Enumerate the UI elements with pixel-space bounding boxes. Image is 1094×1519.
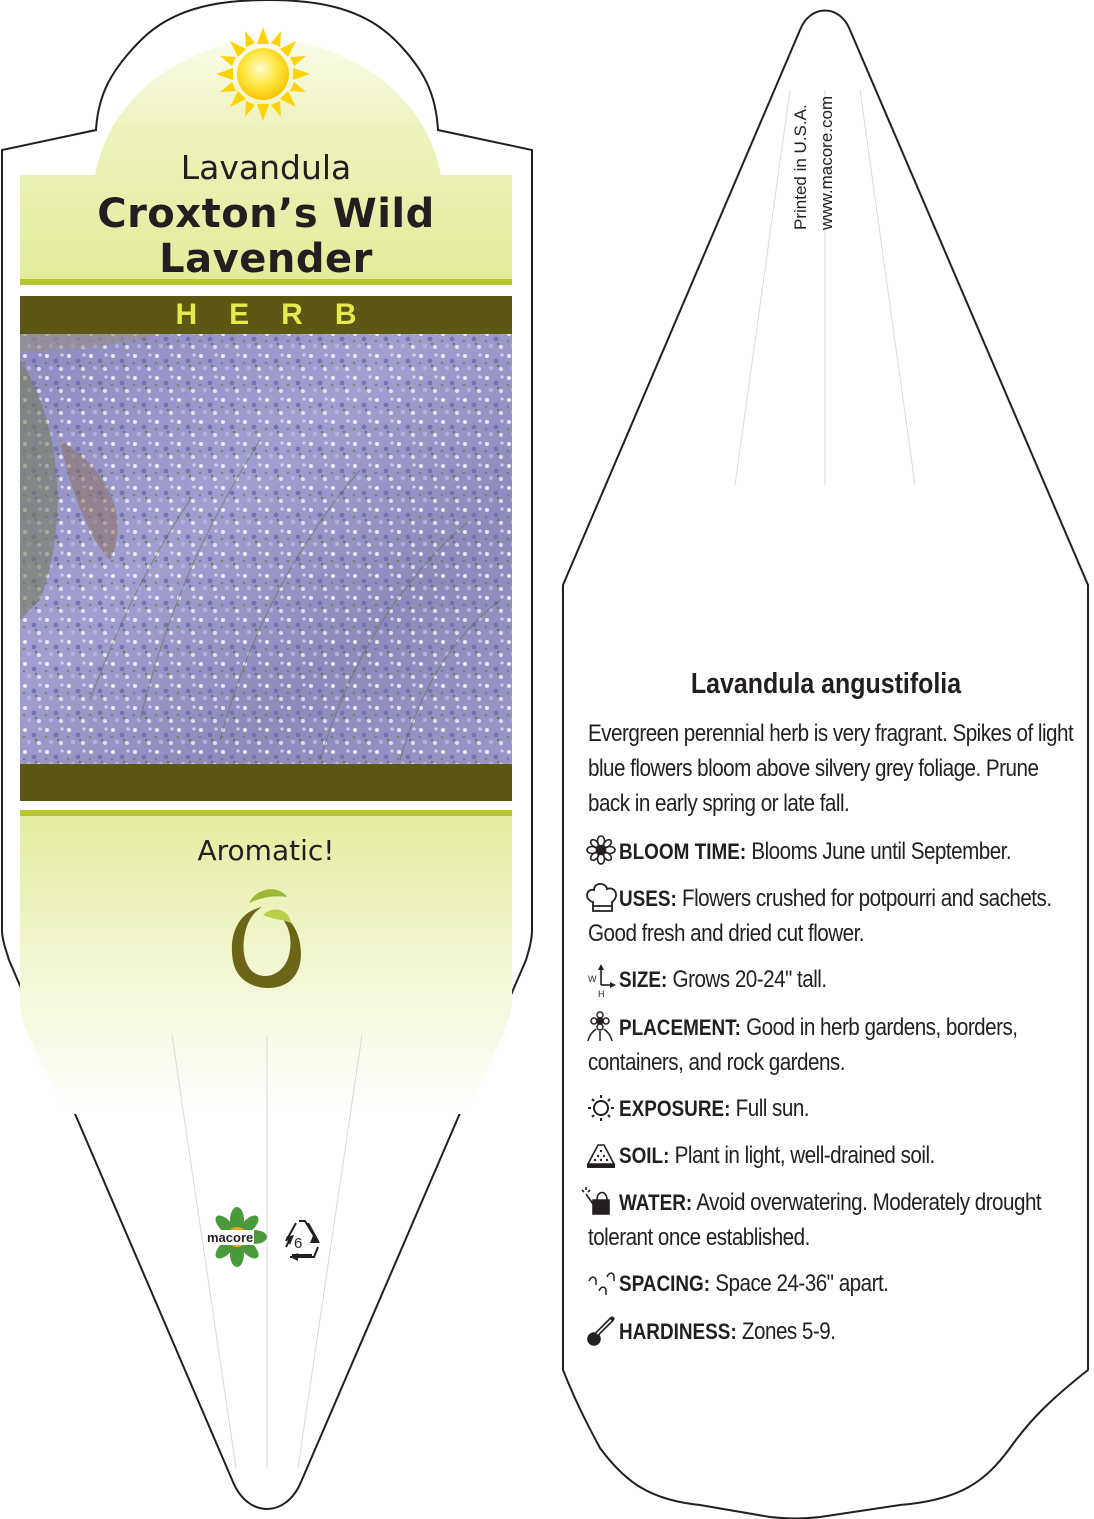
printed-in: Printed in U.S.A. [791, 104, 810, 230]
attribute-text: Plant in light, well-drained soil. [674, 1142, 935, 1169]
attribute-water [588, 1185, 1076, 1255]
svg-text:H: H [598, 989, 605, 999]
attribute-text: Zones 5-9. [741, 1318, 836, 1345]
attribute-spacing [588, 1266, 1076, 1301]
attribute-label: PLACEMENT: [618, 1015, 741, 1040]
genus-name: Lavandula [180, 148, 352, 187]
attribute-placement [588, 1010, 1076, 1080]
attribute-text: Avoid overwatering. Moderately drought tolerant once established. [588, 1189, 1042, 1251]
attribute-text: Space 24-36" apart. [715, 1270, 889, 1297]
brand-name: macore [207, 1230, 254, 1245]
attribute-bloom-time [588, 834, 1076, 869]
attribute-label: SIZE: [618, 967, 668, 992]
cultivar-line-1: Croxton’s Wild [97, 191, 435, 237]
cultivar-name [20, 192, 512, 282]
description: Evergreen perennial herb is very fragrant. Spikes of light blue flowers bloom above silvery grey foliage. Prune back in early spring or late fall. [588, 720, 1074, 817]
tagline: Aromatic! [197, 834, 335, 867]
scientific-name: Lavandula angustifolia [690, 668, 962, 700]
attribute-label: BLOOM TIME: [618, 839, 747, 864]
attribute-label: SOIL: [618, 1143, 670, 1168]
printer-credit [788, 60, 848, 230]
attribute-label: WATER: [618, 1190, 693, 1215]
sun-icon [216, 27, 310, 121]
attribute-text: Grows 20-24" tall. [672, 966, 827, 993]
attribute-soil [588, 1138, 1076, 1173]
website: www.macore.com [817, 95, 836, 230]
attribute-uses [588, 881, 1076, 951]
attribute-label: HARDINESS: [618, 1319, 737, 1344]
attribute-text: Blooms June until September. [751, 838, 1012, 865]
attribute-label: EXPOSURE: [618, 1096, 731, 1121]
lavender-photo [20, 334, 512, 764]
cultivar-line-2: Lavender [159, 236, 373, 282]
attribute-text: Full sun. [735, 1095, 810, 1122]
attribute-hardiness [588, 1314, 1076, 1349]
attribute-label: USES: [618, 886, 677, 911]
attribute-text: Good in herb gardens, borders, containers, and rock gardens. [588, 1014, 1018, 1076]
svg-text:W: W [588, 974, 597, 984]
attribute-size [588, 962, 1076, 997]
category-label: HERB [175, 298, 389, 331]
attribute-exposure [588, 1091, 1076, 1126]
attribute-text: Flowers crushed for potpourri and sachets. Good fresh and dried cut flower. [588, 885, 1052, 947]
recycle-number: 6 [294, 1235, 303, 1252]
attribute-label: SPACING: [618, 1271, 711, 1296]
